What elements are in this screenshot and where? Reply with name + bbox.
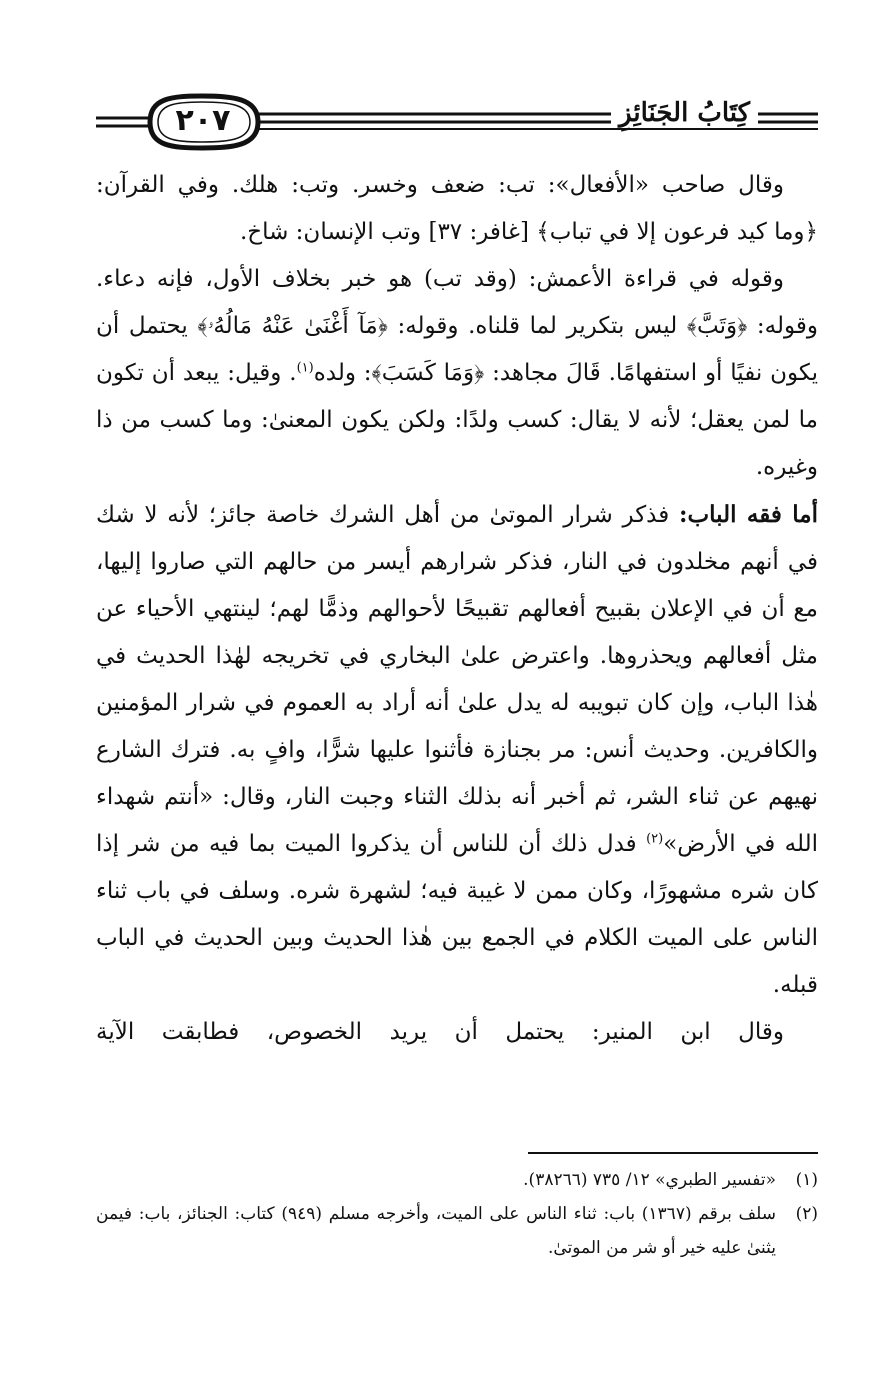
page-header [92,92,822,152]
footnote-separator [528,1152,818,1154]
main-text [96,162,818,1056]
footnote-ref-2[interactable]: (٢) [646,831,664,847]
footnote-2 [96,1197,818,1265]
paragraph-text: . وقيل: يبعد أن تكون ما لمن يعقل؛ لأنه لا يقال: كسب ولدًا: ولكن يكون المعنىٰ: وما كسب من ذا وغيره. [96,360,818,480]
paragraph-text: وقال صاحب «الأفعال»: تب: ضعف وخسر. وتب: هلك. وفي القرآن: ﴿وما كيد فرعون إلا في تباب﴾ [غافر: ٣٧] وتب الإنسان: شاخ. [96,172,818,245]
footnotes [96,1163,818,1265]
paragraph-1 [96,162,818,256]
paragraph-2 [96,256,818,491]
footnote-number: (٢) [795,1204,818,1224]
page-number: ٢٠٧ [175,103,231,138]
paragraph-text: وقوله في قراءة الأعمش: (وقد تب) هو خبر بخلاف الأول، فإنه دعاء. وقوله: ﴿وَتَبَّ﴾ ليس بتكرير لما قلناه. وقوله: ﴿مَآ أَغْنَىٰ عَنْهُ مَالُهُۥ﴾ يحتمل أن يكون نفيًا أو استفهامًا. قَالَ مجاهد: ﴿وَمَا كَسَبَ﴾: ولده [96,266,818,386]
footnote-number: (١) [795,1170,818,1190]
paragraph-3 [96,491,818,1009]
paragraph-text: وقال ابن المنير: يحتمل أن يريد الخصوص، فطابقت الآية [96,1019,784,1045]
paragraph-text: فدل ذلك أن للناس أن يذكروا الميت بما فيه من شر إذا كان شره مشهورًا، وكان ممن لا غيبة فيه؛ لشهرة شره. وسلف في باب ثناء الناس على الميت الكلام في الجمع بين هٰذا الحديث وبين الحديث في الباب قبله. [96,831,818,998]
paragraph-4 [96,1009,818,1056]
footnote-text: سلف برقم (١٣٦٧) باب: ثناء الناس على الميت، وأخرجه مسلم (٩٤٩) كتاب: الجنائز، باب: فيمن يثنىٰ عليه خير أو شر من الموتىٰ. [96,1204,776,1258]
footnote-text: «تفسير الطبري» ١٢/ ٧٣٥ (٣٨٢٦٦). [523,1170,776,1190]
running-title: كِتَابُ الجَنَائِزِ [611,98,758,128]
footnote-1 [96,1163,818,1197]
footnote-ref-1[interactable]: (١) [296,360,314,376]
section-lead: أما فقه الباب: [678,501,818,528]
paragraph-text: فذكر شرار الموتىٰ من أهل الشرك خاصة جائز؛ لأنه لا شك في أنهم مخلدون في النار، فذكر شرارهم أيسر من حالهم التي صاروا إليها، مع أن في الإعلان بقبيح أفعالهم تقبيحًا لأحوالهم وذمًّا لهم؛ لينتهي الأحياء عن مثل أفعالهم ويحذروها. واعترض علىٰ البخاري في تخريجه لهٰذا الحديث في هٰذا الباب، وإن كان تبويبه له يدل علىٰ أنه أراد به العموم في شرار المؤمنين والكافرين. وحديث أنس: مر بجنازة فأثنوا عليها شرًّا، وافٍ به. فترك الشارع نهيهم عن ثناء الشر، ثم أخبر أنه بذلك الثناء وجبت النار، وقال: «أنتم شهداء الله في الأرض» [96,502,819,857]
